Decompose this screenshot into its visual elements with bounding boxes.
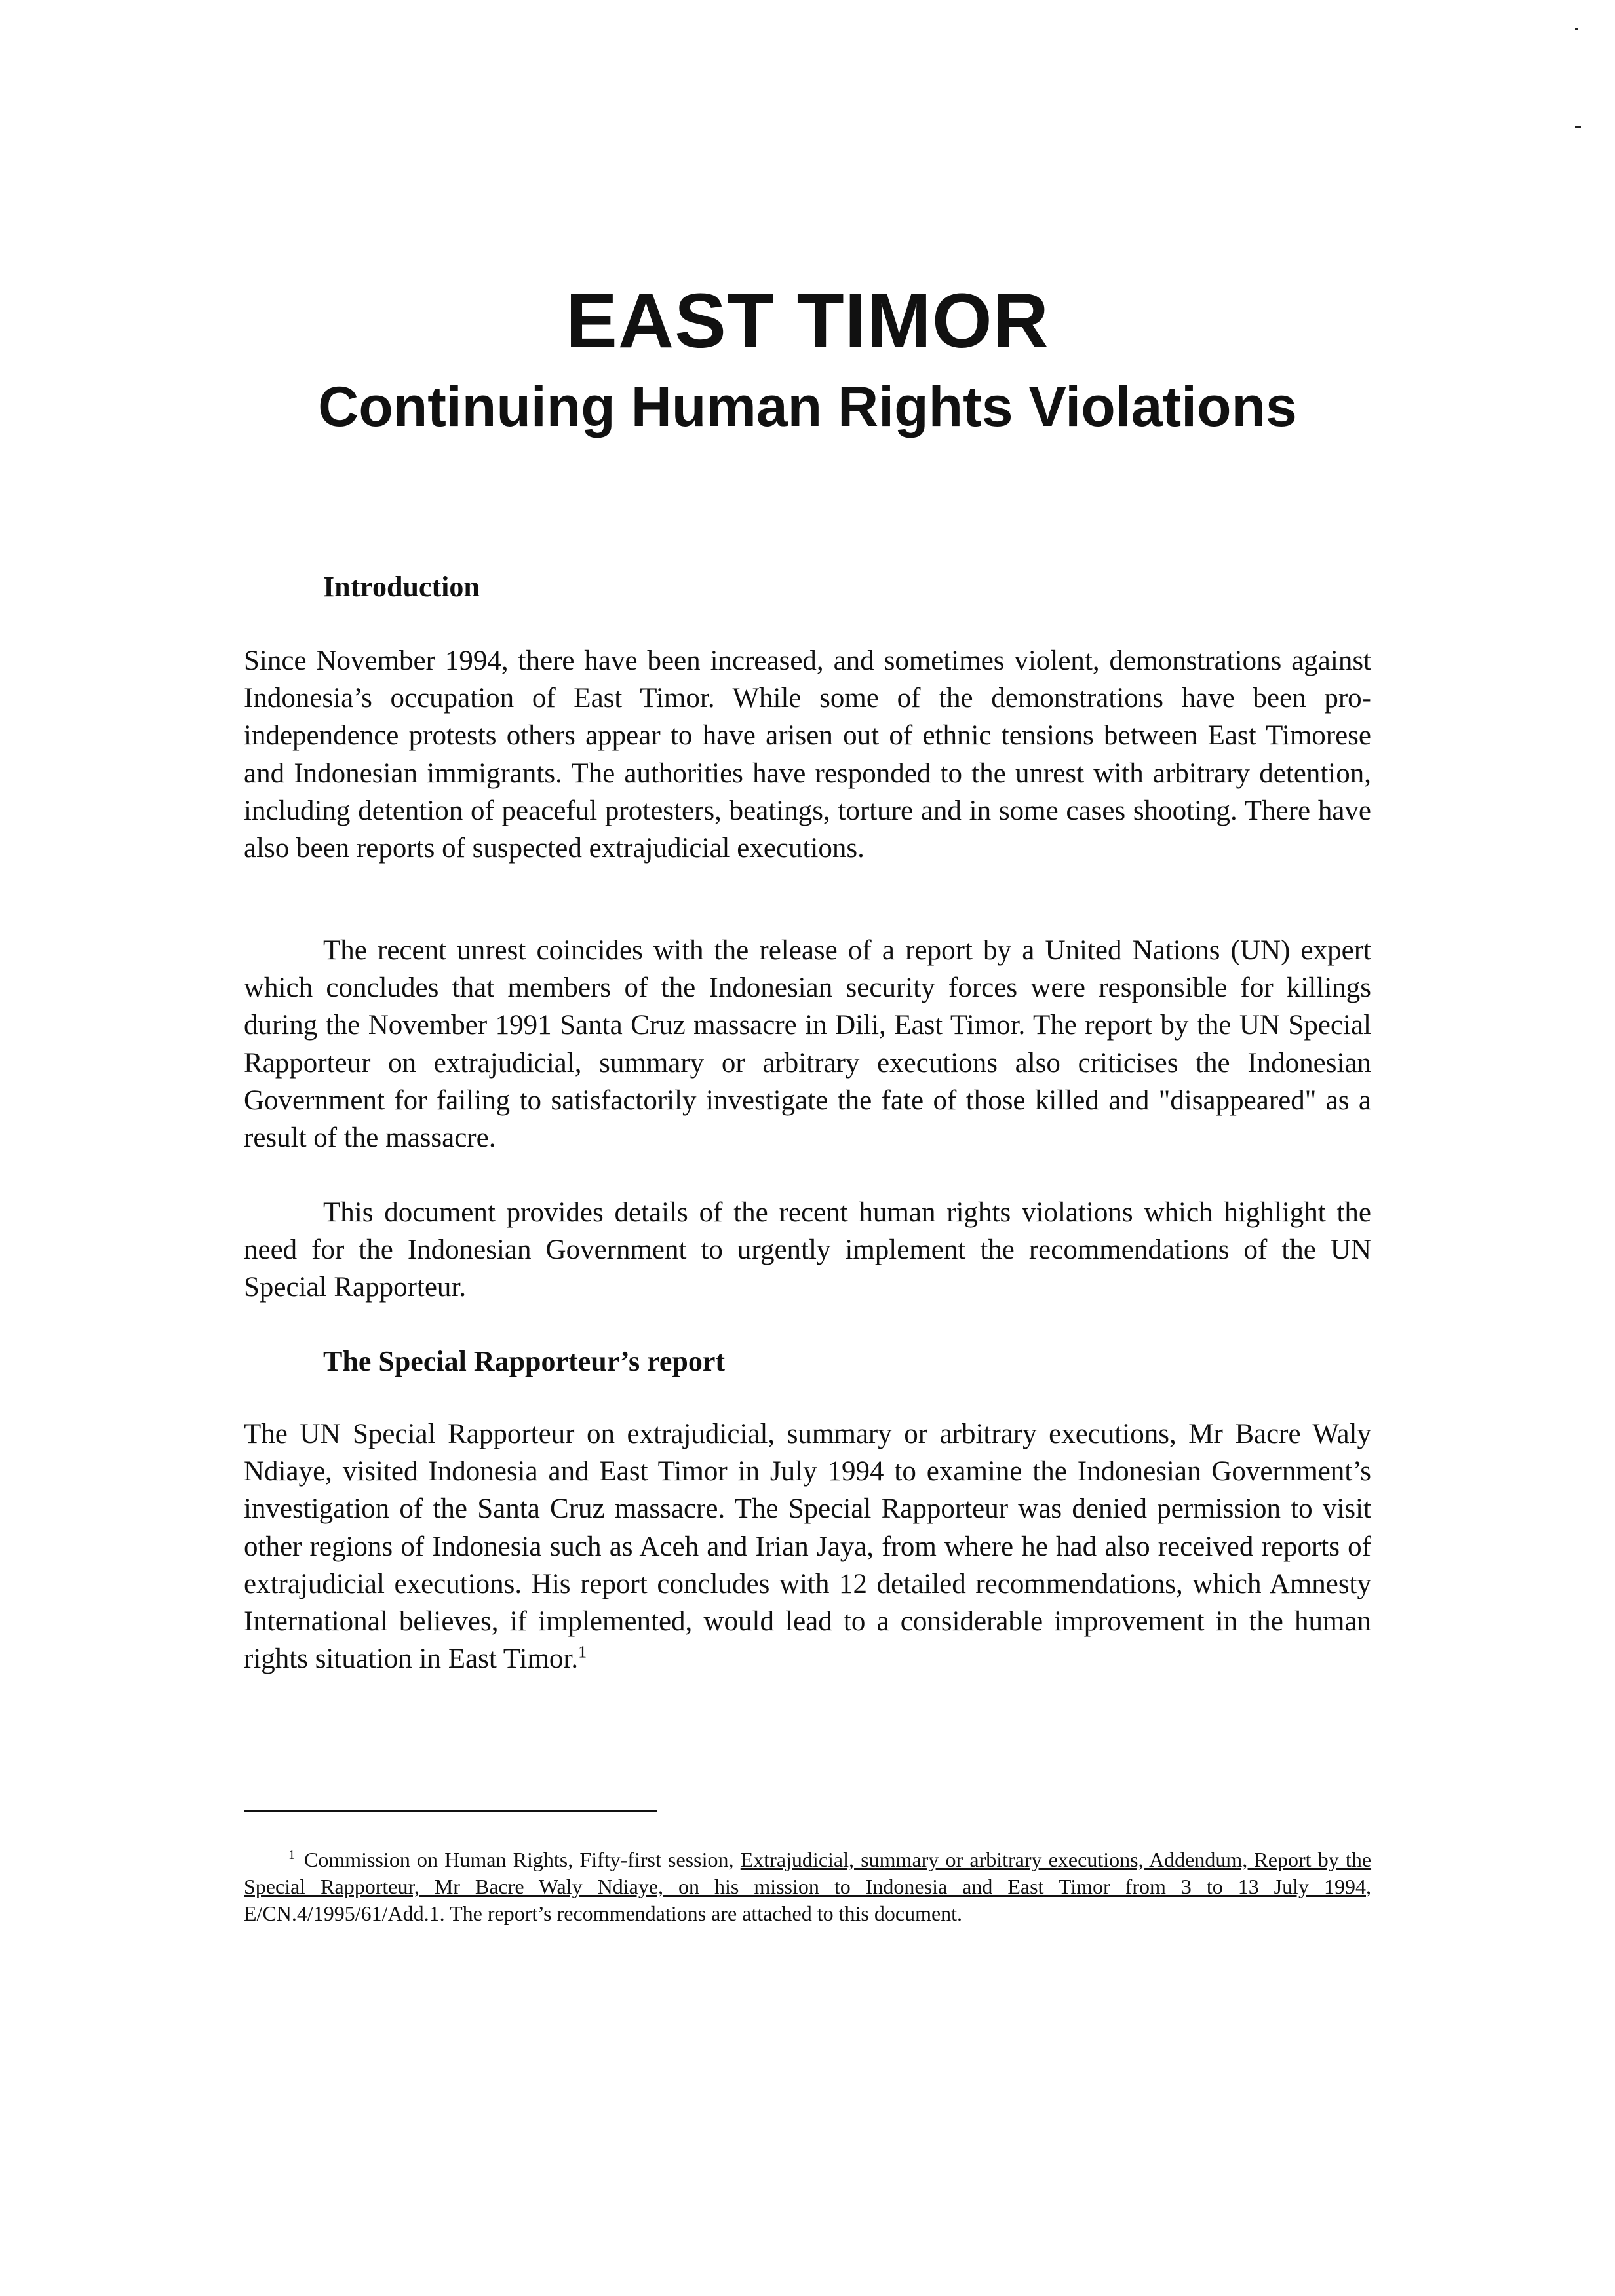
intro-paragraph-2: The recent unrest coincides with the release of a report by a United Nations (UN) expert which concludes that members of the Indonesian security forces were responsible for killings during the November 1991 Santa Cruz massacre in Dili, East Timor. The report by the UN Special Rapporteur on extrajudicial, summary or arbitrary executions also criticises the Indonesian Government for failing to satisfactorily investigate the fate of those killed and "disappeared" as a result of the massacre. bbox=[244, 935, 1371, 1154]
heading-special-rapporteur: The Special Rapporteur’s report bbox=[323, 1345, 726, 1377]
footnote bbox=[244, 1846, 1371, 1927]
footnote-trail: , E/CN.4/1995/61/Add.1. The report’s recommendations are attached to this document. bbox=[244, 1875, 1371, 1925]
footnote-rule bbox=[244, 1810, 657, 1812]
footnote-marker: 1 bbox=[288, 1848, 295, 1863]
intro-paragraph-1: Since November 1994, there have been increased, and sometimes violent, demonstrations against Indonesia’s occupation of East Timor. While some of the demonstrations have been pro-independence protests others appear to have arisen out of ethnic tensions between East Timorese and Indonesian immigrants. The authorities have responded to the unrest with arbitrary detention, including detention of peaceful protesters, beatings, torture and in some cases shooting. There have also been reports of suspected extrajudicial executions. bbox=[244, 645, 1371, 864]
rapporteur-paragraph bbox=[244, 1415, 1371, 1677]
scan-speck bbox=[1575, 126, 1581, 128]
document-title: EAST TIMOR bbox=[566, 278, 1049, 364]
scan-speck bbox=[1575, 28, 1578, 30]
intro-paragraph-3: This document provides details of the recent human rights violations which highlight the need for the Indonesian Government to urgently implement the recommendations of the UN Special Rapporteur. bbox=[244, 1197, 1371, 1303]
footnote-reference: 1 bbox=[578, 1642, 587, 1662]
footnote-lead: Commission on Human Rights, Fifty-first session, bbox=[304, 1848, 734, 1871]
heading-introduction: Introduction bbox=[323, 571, 480, 603]
document-subtitle: Continuing Human Rights Violations bbox=[318, 375, 1297, 438]
footnote-citation-title: Extrajudicial, summary or arbitrary executions, Addendum, Report by the Special Rapporteur, Mr Bacre Waly Ndiaye, on his mission to Indonesia and East Timor from 3 to 13 July 1994 bbox=[244, 1848, 1372, 1898]
rapporteur-paragraph-text: The UN Special Rapporteur on extrajudicial, summary or arbitrary executions, Mr Bacre Waly Ndiaye, visited Indonesia and East Timor in July 1994 to examine the Indonesian Government’s investigation of the Santa Cruz massacre. The Special Rapporteur was denied permission to visit other regions of Indonesia such as Aceh and Irian Jaya, from where he had also received reports of extrajudicial executions. His report concludes with 12 detailed recommendations, which Amnesty International believes, if implemented, would lead to a considerable improvement in the human rights situation in East Timor. bbox=[244, 1419, 1371, 1675]
